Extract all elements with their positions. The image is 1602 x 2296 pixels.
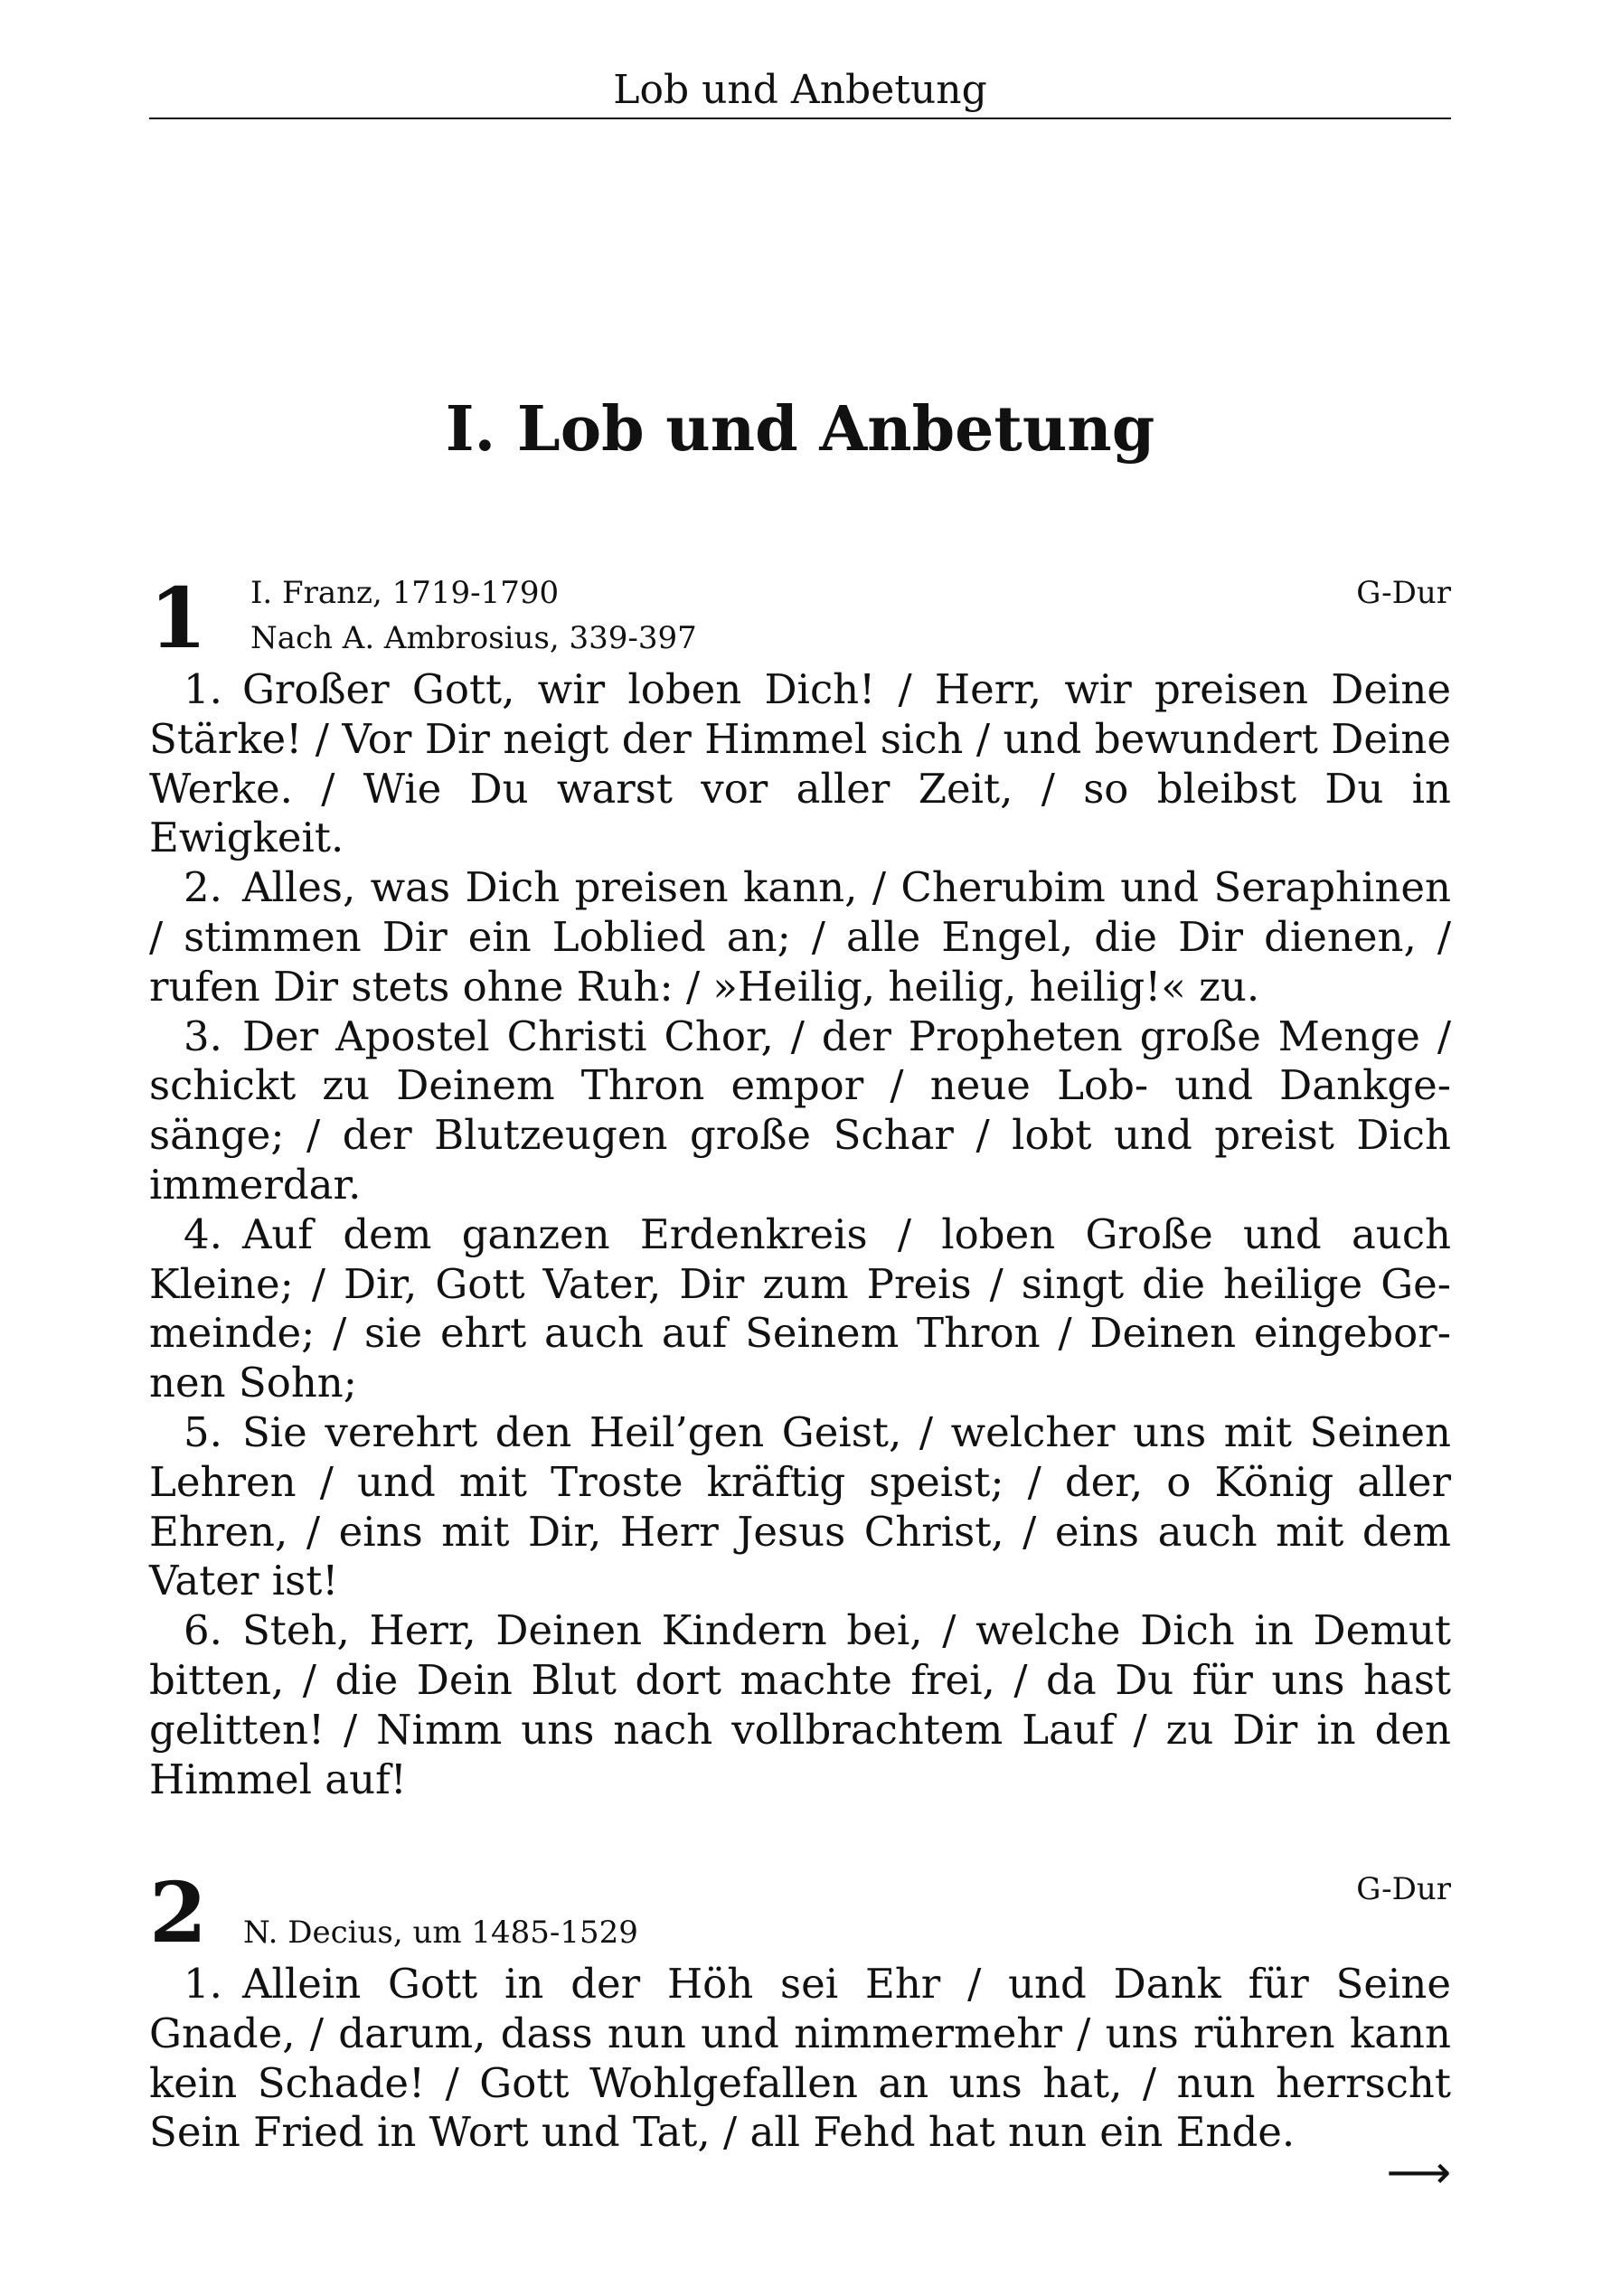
hymn-1-verses [149,665,1451,1804]
hymn-key: G-Dur [1356,1871,1451,1907]
verse [149,1408,1451,1606]
continued-arrow-icon: ⟶ [1386,2146,1451,2198]
hymn-credit: I. Franz, 1719-1790 [250,575,560,611]
verse [149,863,1451,1012]
verse [149,665,1451,863]
hymn-credit: Nach A. Ambrosius, 339-397 [250,620,697,656]
hymn-1-header [149,568,1451,667]
verse-number: 1. [184,665,222,713]
verse-text: Steh, Herr, Deinen Kindern bei, / welche Dich in Demut bitten, / die Dein Blut dort machte frei, / da Du für uns hast gelitten! / Nimm uns nach vollbrachtem Lauf / zu Dir in den Himmel auf! [149,1606,1451,1803]
verse-text: Alles, was Dich preisen kann, / Cherubim und Seraphinen / stimmen Dir ein Loblied an; / alle Engel, die Dir dienen, / rufen Dir stets ohne Ruh: / »Heilig, heilig, heilig!« zu. [149,863,1451,1011]
verse-number: 5. [184,1407,222,1456]
verse-text: Großer Gott, wir loben Dich! / Herr, wir preisen Deine Stärke! / Vor Dir neigt der Himmel sich / und bewundert Deine Werke. / Wie Du warst vor aller Zeit, / so bleibst Du in Ewigkeit. [149,665,1451,862]
verse [149,1960,1451,2158]
verse-number: 3. [184,1012,222,1060]
verse-number: 1. [184,1960,222,2008]
hymn-key: G-Dur [1356,575,1451,611]
verse-number: 2. [184,863,222,912]
hymn-number: 2 [149,1864,208,1962]
verse [149,1012,1451,1210]
hymn-2-verses [149,1960,1451,2158]
hymn-2-header [149,1862,1451,1962]
verse [149,1606,1451,1804]
verse-text: Auf dem ganzen Erdenkreis / loben Große und auch Kleine; / Dir, Gott Vater, Dir zum Preis / singt die heilige Gemeinde; / sie ehrt auch auf Seinem Thron / Deinen eingebornen Sohn; [149,1209,1451,1407]
verse-number: 4. [184,1209,222,1258]
hymn-number: 1 [149,569,208,667]
verse-text: Der Apostel Christi Chor, / der Propheten große Menge / schickt zu Deinem Thron empor / neue Lob- und Dankgesänge; / der Blutzeugen große Schar / lobt und preist Dich immerdar. [149,1012,1451,1209]
verse-text: Allein Gott in der Höh sei Ehr / und Dank für Seine Gnade, / darum, dass nun und nimmermehr / uns rühren kann kein Schade! / Gott Wohlgefallen an uns hat, / nun herrscht Sein Fried in Wort und Tat, / all Fehd hat nun ein Ende. [149,1960,1451,2157]
hymn-credit: N. Decius, um 1485-1529 [243,1915,638,1951]
verse-number: 6. [184,1606,222,1655]
verse [149,1210,1451,1408]
verse-text: Sie verehrt den Heil’gen Geist, / welcher uns mit Seinen Lehren / und mit Troste kräftig speist; / der, o König aller Ehren, / eins mit Dir, Herr Jesus Christ, / eins auch mit dem Vater ist! [149,1407,1451,1605]
chapter-title: I. Lob und Anbetung [445,393,1155,466]
running-header: Lob und Anbetung [613,67,987,113]
header-rule [149,118,1451,119]
